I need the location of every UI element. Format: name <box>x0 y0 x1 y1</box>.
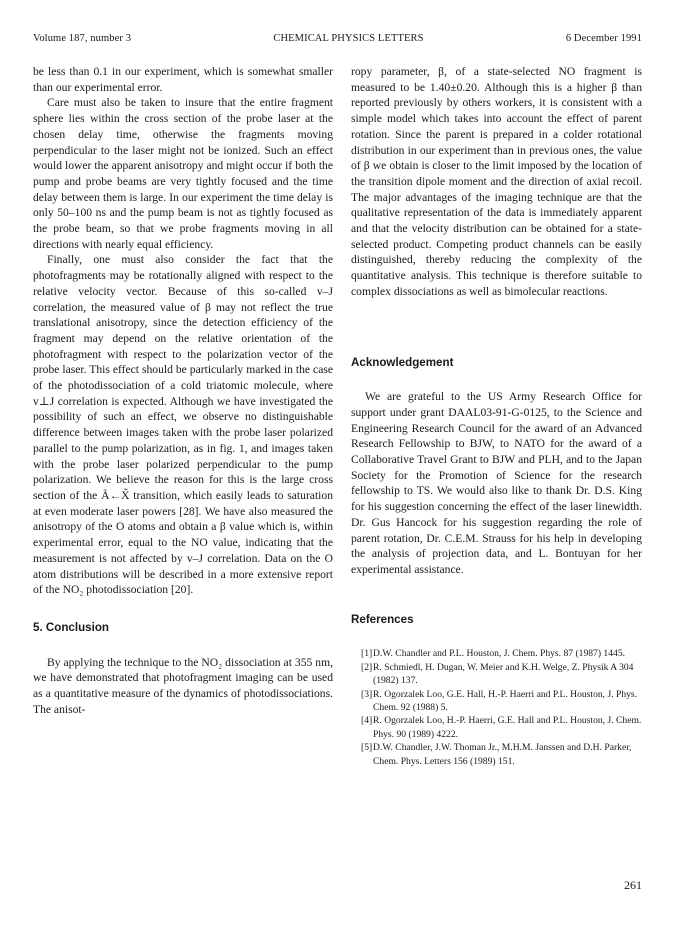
reference-text: R. Ogorzalek Loo, G.E. Hall, H.-P. Haerri and P.L. Houston, J. Phys. Chem. 92 (1988) 5. <box>373 688 638 714</box>
reference-item <box>351 661 642 688</box>
reference-text: D.W. Chandler and P.L. Houston, J. Chem. Phys. 87 (1987) 1445. <box>373 648 626 660</box>
page-number: 261 <box>624 878 642 892</box>
running-header <box>33 33 642 44</box>
paragraph-vj-correlation: Finally, one must also consider the fact that the photofragments may be rotationally aligned with respect to the relative velocity vector. Because of this so-called v–J correlation, the measured value of β may not reflect the true translational anisotropy, since the detection efficiency of the fragment may depend on the relative orientation of the photofragment with respect to the polarization vector of the probe laser. This effect should be particularly marked in the case of the photodissociation of a cold triatomic molecule, where v⊥J correlation is expected. Although we have investigated the possibility of such an effect, we observe no distinguishable difference between images taken with the probe laser polarized parallel to the pump polarization, as in fig. 1, and images taken with the probe laser polarized perpendicular to the pump polarization. We believe the reason for this is the large cross section of the Ã←X̃ transition, which easily leads to saturation at even moderate laser powers [28]. We have also measured the anisotropy of the O atoms and obtain a β value which is, within experimental error, equal to the NO value, indicating that the measurement is not affected by v–J correlation. Data on the O atom distributions will be described in a more extensive report of the NO₂ photodissociation [20]. <box>33 253 333 597</box>
paragraph-conclusion-continued: ropy parameter, β, of a state-selected NO fragment is measured to be 1.40±0.20. Although this is a higher β than reported previously by others workers, it is consistent with a simple model which takes into account the effect of parent rotation. Since the parent is prepared in a colder rotational distribution in our experiment than in previous ones, the value of β we obtain is closer to the limit imposed by the location of the transition dipole moment and the direction of axial recoil. The major advantages of the imaging technique are that the qualitative representation of the data is immediately apparent and that the velocity distribution can be obtained for a state-selected product. Competing product channels can be easily distinguished, thereby reducing the complexity of the quantitative analysis. This technique is therefore suitable to complex dissociations as well as bimolecular reactions. <box>351 65 642 298</box>
reference-item <box>351 688 642 715</box>
acknowledgement-text: We are grateful to the US Army Research Office for support under grant DAAL03-91-G-0125, to the Science and Engineering Research Council for the award of an Advanced Research Fellowship to BJW, to NATO for the award of a Collaborative Travel Grant to BJW and PLH, and to the Japan Society for the Promotion of Science for the research fellowship to TS. We would also like to thank Dr. D.S. King for his suggestion concerning the effect of the laser linewidth. Dr. Gus Hancock for his suggestion regarding the role of parent rotation, Dr. C.E.M. Strauss for his help in developing the analysis of projection data, and L. Bontuyan for her experimental assistance. <box>351 390 642 576</box>
reference-number: [2] <box>361 661 373 673</box>
left-column <box>33 64 333 717</box>
paragraph-continued: be less than 0.1 in our experiment, which is somewhat smaller than our experimental error. <box>33 65 333 94</box>
journal-title: CHEMICAL PHYSICS LETTERS <box>273 33 424 44</box>
issue-date: 6 December 1991 <box>565 33 642 44</box>
reference-text: R. Schmiedl, H. Dugan, W. Meier and K.H. Welge, Z. Physik A 304 (1982) 137. <box>373 661 634 687</box>
reference-number: [3] <box>361 688 373 700</box>
references-list <box>351 647 642 768</box>
reference-number: [5] <box>361 742 373 754</box>
reference-text: R. Ogorzalek Loo, H.-P. Haerri, G.E. Hall and P.L. Houston, J. Chem. Phys. 90 (1989) 4222. <box>373 715 642 740</box>
conclusion-heading: 5. Conclusion <box>33 620 110 634</box>
acknowledgement-heading: Acknowledgement <box>351 355 454 369</box>
reference-text: D.W. Chandler, J.W. Thoman Jr., M.H.M. Janssen and D.H. Parker, Chem. Phys. Letters 156 (1989) 151. <box>373 742 632 767</box>
references-heading: References <box>351 612 414 626</box>
volume-label: Volume 187, number 3 <box>33 33 132 44</box>
reference-item <box>351 741 642 768</box>
right-column <box>351 64 642 768</box>
paragraph-conclusion: By applying the technique to the NO₂ dissociation at 355 nm, we have demonstrated that photofragment imaging can be used as a quantitative measure of the dynamics of photodissociations. The anisot- <box>33 655 333 716</box>
reference-item <box>351 714 642 741</box>
reference-number: [4] <box>361 715 373 727</box>
reference-number: [1] <box>361 648 373 660</box>
paragraph-fragment-sphere: Care must also be taken to insure that the entire fragment sphere lies within the cross section of the probe laser at the chosen delay time, otherwise the fragments moving perpendicular to the laser might not be ionized. Such an effect would lower the apparent anisotropy and might occur if both the pump and probe beams are very tightly focused and the time delay between them is large. In our experiment the time delay is only 50–100 ns and the pump beam is not as tightly focused as the probe beam, so that we probe fragments moving in all directions with nearly equal efficiency. <box>33 96 333 251</box>
reference-item <box>351 647 642 660</box>
